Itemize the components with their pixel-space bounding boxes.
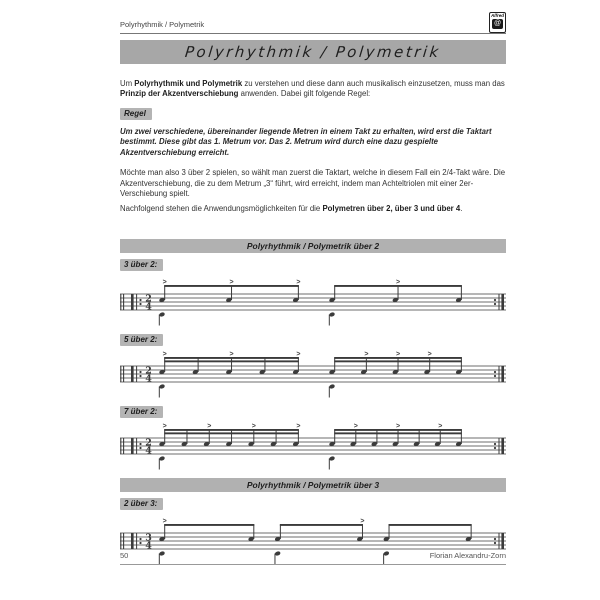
intro-p3-bold: Polymetren über 2, über 3 und über 4 [322,203,461,213]
intro-p3-text: . [460,203,463,213]
notation-staff-7-ueber-2 [120,422,506,470]
svg-text:>: > [360,517,365,525]
publisher-logo-icon [489,12,506,33]
svg-text:3: 3 [145,532,152,544]
svg-text:>: > [438,422,443,430]
intro-p1-text: Um [120,79,135,88]
running-title: Polyrhythmik / Polymetrik [120,20,205,29]
svg-text:>: > [395,422,401,430]
svg-text:2: 2 [145,437,152,449]
svg-text:>: > [427,350,432,358]
svg-text:>: > [353,422,358,430]
section-banner-text: Polyrhythmik / Polymetrik über 3 [246,479,380,490]
section-banner-text: Polyrhythmik / Polymetrik über 2 [246,240,380,251]
svg-text:4: 4 [145,373,152,385]
intro-paragraph-3 [120,204,506,214]
exercise-label-2-ueber-3: 2 über 3: [120,498,163,510]
svg-text:4: 4 [145,301,152,313]
svg-text:>: > [162,350,167,358]
intro-p1-text: anwenden. Dabei gilt folgende Regel: [238,89,371,99]
exercise-label-5-ueber-2: 5 über 2: [120,334,163,346]
intro-p1-text: zu verstehen und diese dann auch musikalisch einzusetzen, muss man das [242,79,505,88]
svg-text:>: > [364,350,369,358]
publisher-logo-emblem: @ [493,20,502,27]
svg-text:>: > [395,350,401,358]
section-banner-ueber-2 [120,239,506,253]
svg-text:4: 4 [145,540,152,552]
svg-text:2: 2 [145,365,152,377]
svg-text:>: > [162,278,167,286]
svg-text:4: 4 [145,445,152,457]
page-number: 50 [120,551,129,560]
exercise-label-7-ueber-2: 7 über 2: [120,406,163,418]
svg-text:>: > [162,422,167,430]
intro-p1-bold: Prinzip der Akzentverschiebung [120,89,239,99]
svg-text:>: > [296,350,301,358]
regel-label-chip: Regel [120,108,152,120]
author-name: Florian Alexandru-Zorn [429,551,506,560]
svg-text:>: > [296,278,301,286]
svg-text:>: > [162,517,167,525]
svg-text:>: > [251,422,256,430]
regel-text: Um zwei verschiedene, übereinander liegende Metren in einem Takt zu erhalten, wird erst die Taktart bestimmt. Diese gibt das 1. Metrum vor. Das 2. Metrum wird durch eine dazu gespielte Akzentverschiebung erreicht. [120,126,492,157]
svg-text:>: > [395,278,401,286]
page-footer [120,551,506,565]
page-content [120,12,506,565]
header-rule [120,33,506,34]
svg-text:2: 2 [145,293,152,305]
svg-text:>: > [229,350,234,358]
running-header [120,12,506,33]
intro-paragraph-1 [120,79,506,100]
page-title-banner [120,40,506,64]
svg-text:>: > [207,422,212,430]
section-banner-ueber-3 [120,478,506,492]
notation-staff-3-ueber-2 [120,278,506,326]
page-title: Polyrhythmik / Polymetrik [184,43,442,61]
svg-text:>: > [229,278,234,286]
publisher-logo-word: Alfred [490,13,504,18]
intro-p1-bold: Polyrhythmik und Polymetrik [134,79,243,88]
svg-text:>: > [296,422,301,430]
exercise-label-3-ueber-2: 3 über 2: [120,259,163,271]
intro-paragraph-2: Möchte man also 3 über 2 spielen, so wählt man zuerst die Taktart, welche in diesem Fall ein 2/4-Takt wäre. Die Akzentverschiebung, die zu dem Metrum „3“ führt, wird erreicht, indem man Achteltriolen mit einer 2er-Verschiebung spielt. [120,168,506,199]
notation-staff-5-ueber-2 [120,350,506,398]
intro-p3-text: Nachfolgend stehen die Anwendungsmöglichkeiten für die [120,203,323,213]
